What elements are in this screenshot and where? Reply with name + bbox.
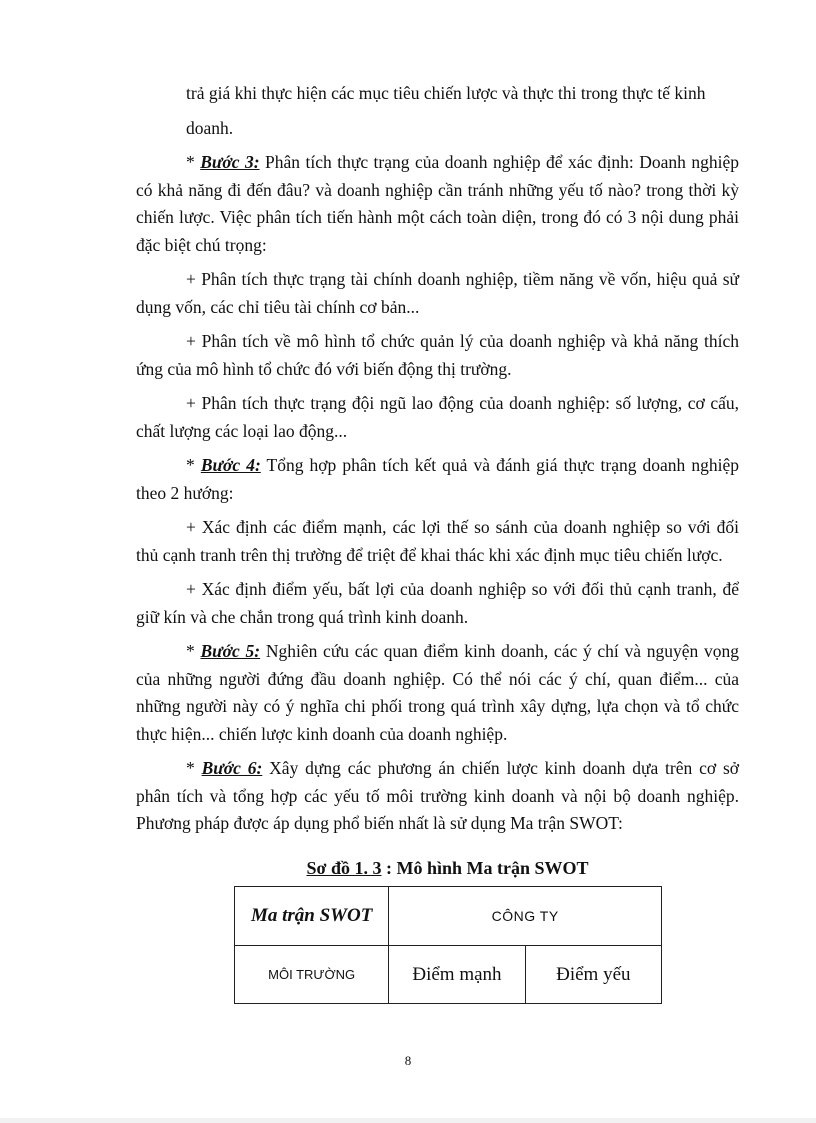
paragraph-step-5 — [136, 638, 739, 748]
paragraph-text: doanh. — [186, 117, 234, 138]
paragraph-8 — [136, 514, 739, 569]
table-row — [235, 946, 662, 1004]
step-label: Bước 4: — [200, 455, 261, 475]
paragraph-1 — [136, 80, 739, 108]
paragraph-text: + Phân tích thực trạng tài chính doanh nghiệp, tiềm năng về vốn, hiệu quả sử dụng vốn, các chỉ tiêu tài chính cơ bản... — [136, 269, 739, 317]
paragraph-6 — [136, 390, 739, 445]
paragraph-text: + Phân tích về mô hình tổ chức quản lý của doanh nghiệp và khả năng thích ứng của mô hình tổ chức đó với biến động thị trường. — [136, 331, 739, 379]
paragraph-text: trả giá khi thực hiện các mục tiêu chiến lược và thực thi trong thực tế kinh — [186, 83, 706, 103]
bullet-prefix: * — [186, 455, 201, 475]
paragraph-text: + Xác định điểm yếu, bất lợi của doanh nghiệp so với đối thủ cạnh tranh, để giữ kín và che chắn trong quá trình kinh doanh. — [136, 579, 739, 627]
diagram-caption-label: Sơ đồ 1. 3 — [306, 858, 382, 878]
step-label: Bước 3: — [200, 152, 260, 172]
swot-matrix-table — [234, 886, 662, 1004]
paragraph-step-3 — [136, 149, 739, 259]
paragraph-text: + Xác định các điểm mạnh, các lợi thế so sánh của doanh nghiệp so với đối thủ cạnh tranh trên thị trường để triệt để khai thác khi xác định mục tiêu chiến lược. — [136, 517, 739, 565]
paragraph-step-4 — [136, 452, 739, 507]
diagram-caption — [234, 858, 661, 879]
paragraph-9 — [136, 576, 739, 631]
paragraph-text: Nghiên cứu các quan điểm kinh doanh, các ý chí và nguyện vọng của những người đứng đầu doanh nghiệp. Có thể nói các ý chí, quan điểm... của những người này có ý nghĩa chi phối trong quá trình xây dựng, lựa chọn và tổ chức thực hiện... chiến lược kinh doanh của doanh nghiệp. — [136, 641, 739, 744]
paragraph-step-6 — [136, 755, 739, 838]
matrix-label-cell: Ma trận SWOT — [235, 887, 389, 946]
company-header-cell: CÔNG TY — [389, 887, 662, 946]
paragraph-text: Phân tích thực trạng của doanh nghiệp để xác định: Doanh nghiệp có khả năng đi đến đâu? và doanh nghiệp cần tránh những yếu tố nào? trong thời kỳ chiến lược. Việc phân tích tiến hành một cách toàn diện, trong đó có 3 nội dung phải đặc biệt chú trọng: — [136, 152, 739, 255]
bullet-prefix: * — [186, 641, 201, 661]
weaknesses-cell: Điểm yếu — [525, 946, 661, 1004]
page-number: 8 — [404, 1053, 412, 1068]
page-bottom-edge — [0, 1118, 816, 1123]
step-label: Bước 5: — [200, 641, 261, 661]
step-label: Bước 6: — [201, 758, 263, 778]
diagram-caption-text: : Mô hình Ma trận SWOT — [381, 858, 589, 878]
paragraph-4 — [136, 266, 739, 321]
bullet-prefix: * — [186, 152, 201, 172]
paragraph-2 — [136, 115, 739, 143]
bullet-prefix: * — [186, 758, 202, 778]
paragraph-5 — [136, 328, 739, 383]
strengths-cell: Điểm mạnh — [389, 946, 525, 1004]
paragraph-text: Xây dựng các phương án chiến lược kinh doanh dựa trên cơ sở phân tích và tổng hợp các yếu tố môi trường kinh doanh và nội bộ doanh nghiệp. Phương pháp được áp dụng phổ biến nhất là sử dụng Ma trận SWOT: — [136, 758, 740, 833]
paragraph-text: Tổng hợp phân tích kết quả và đánh giá thực trạng doanh nghiệp theo 2 hướng: — [136, 455, 739, 503]
body-text — [136, 80, 739, 845]
table-row — [235, 887, 662, 946]
environment-header-cell: MÔI TRƯỜNG — [235, 946, 389, 1004]
paragraph-text: + Phân tích thực trạng đội ngũ lao động của doanh nghiệp: số lượng, cơ cấu, chất lượng các loại lao động... — [136, 393, 739, 441]
